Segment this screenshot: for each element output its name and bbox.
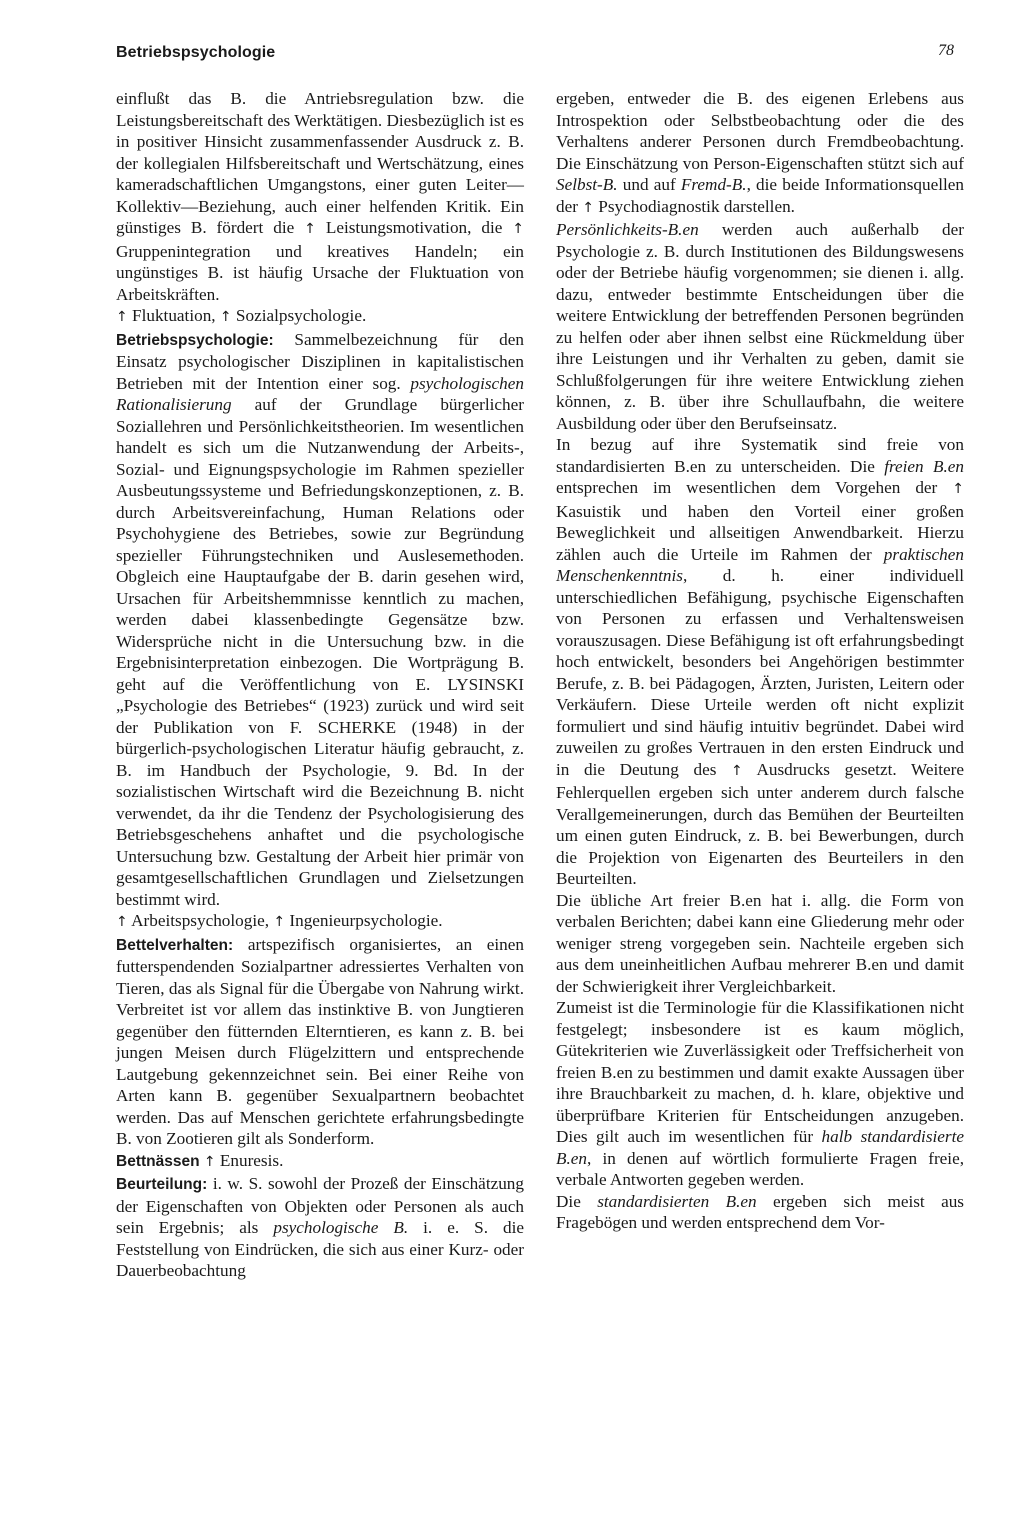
- paragraph: ergeben, entweder die B. des eigenen Erlebens aus Introspektion oder Selbstbeobachtung oder die des Verhaltens anderer Personen durch Fremdbeobachtung. Die Einschätzung von Person-Eigenschaften stützt sich auf Selbst-B. und auf Fremd-B., die beide Informationsquellen der ↑ Psychodiagnostik darstellen.: [556, 89, 964, 216]
- page-number: 78: [938, 42, 954, 59]
- cross-reference: Kasuistik: [556, 501, 621, 521]
- dictionary-entry: Beurteilung: i. w. S. sowohl der Prozeß der Einschätzung der Eigenschaften von Objekten oder Personen als auch sein Ergebnis; als psychologische B. i. e. S. die Feststellung von Eindrücken, die sich aus einer Kurz- oder Dauerbeobachtung: [116, 1174, 524, 1280]
- paragraph: Die standardisierten B.en ergeben sich meist aus Fragebögen und werden entsprechend dem Vor-: [556, 1191, 964, 1232]
- dictionary-entry: [116, 1150, 524, 1174]
- cross-reference: Sozialpsychologie.: [235, 306, 367, 325]
- cross-reference: Enuresis.: [219, 1150, 284, 1170]
- cross-reference: Ausdrucks: [756, 759, 830, 779]
- cross-reference-arrow-icon: ↑: [512, 221, 525, 237]
- cross-reference: Leistungsmotivation: [325, 218, 468, 237]
- paragraph: In bezug auf ihre Systematik sind freie von standardisierten B.en zu unterscheiden. Die freien B.en entsprechen im wesentlichen dem Vorgehen der ↑ Kasuistik und haben den Vorteil einer großen Beweglichkeit und allseitigen Anwendbarkeit. Hierzu zählen auch die Urteile im Rahmen der praktischen Menschenkenntnis, d. h. einer individuell unterschiedlichen Befähigung, psychische Eigenschaften von Personen zu erfassen und Verhaltensweisen vorauszusagen. Diese Befähigung ist oft erfahrungsbedingt hoch entwickelt, besonders bei Angehörigen bestimmter Berufe, z. B. bei Pädagogen, Ärzten, Juristen, Leitern oder Verkäufern. Diese Urteile werden oft nicht explizit formuliert und sind häufig intuitiv begründet. Dabei wird zuweilen zu großes Vertrauen in den ersten Eindruck und in die Deutung des ↑ Ausdrucks gesetzt. Weitere Fehlerquellen ergeben sich unter anderem durch falsche Verallgemeinerungen, durch das Bemühen der Beurteilten um einen guten Eindruck, z. B. bei Bewerbungen, durch die Projektion von Eigenarten des Beurteilers in den Beurteilten.: [556, 435, 964, 888]
- cross-reference-arrow-icon: ↑: [116, 914, 128, 930]
- paragraph: einflußt das B. die Antriebsregulation bzw. die Leistungsbereitschaft des Werktätigen. Diesbezüglich ist es in positiver Hinsicht zusammenfassender Ausdruck z. B. der kollegialen Hilfsbereitschaft und Wertschätzung, eines kameradschaftlichen Umgangstons, einer guten Leiter—Kollektiv—Beziehung, auch einer helfenden Kritik. Ein günstiges B. fördert die ↑ Leistungsmotivation, die ↑ Gruppenintegration und kreatives Handeln; ein ungünstiges B. ist häufig Ursache der Fluktuation von Arbeitskräften.: [116, 89, 525, 304]
- cross-reference: Arbeitspsychologie: [131, 911, 265, 930]
- paragraph: Zumeist ist die Terminologie für die Klassifikationen nicht festgelegt; insbesondere ist es kaum möglich, Gütekriterien wie Zuverlässigkeit oder Treffsicherheit von freien B.en zu bestimmen und damit exakte Aussagen über ihre Brauchbarkeit zu machen, d. h. klare, objektive und überprüfbare Kriterien für Entscheidungen anzugeben. Dies gilt auch im wesentlichen für halb standardisierte B.en, in denen auf wörtlich formulierte Fragen freie, verbale Antworten gegeben werden.: [556, 998, 965, 1189]
- cross-reference-arrow-icon: ↑: [116, 309, 128, 325]
- left-column: [116, 88, 524, 1282]
- paragraph: Die übliche Art freier B.en hat i. allg. die Form von verbalen Berichten; dabei kann eine Gliederung mehr oder weniger streng vorgegeben sein. Nachteile ergeben sich aus dem uneinheitlichen Aufbau mehrerer B.en und damit der Schwierigkeit ihrer Vergleichbarkeit.: [556, 890, 964, 996]
- see-also-line: ↑ Fluktuation, ↑ Sozialpsychologie.: [116, 306, 367, 325]
- right-column: [556, 88, 964, 1234]
- see-also-line: ↑ Arbeitspsychologie, ↑ Ingenieurpsychologie.: [116, 911, 443, 930]
- running-head: Betriebspsychologie: [116, 44, 276, 61]
- entry-lemma: Bettnässen: [116, 1152, 200, 1170]
- cross-reference: Psychodiagnostik: [598, 196, 720, 216]
- cross-reference-arrow-icon: ↑: [952, 481, 964, 497]
- entry-lemma: Bettelverhalten:: [116, 936, 234, 954]
- cross-reference-arrow-icon: ↑: [203, 1153, 216, 1170]
- cross-reference: Fluktuation: [132, 306, 212, 325]
- dictionary-entry: Bettelverhalten: artspezifisch organisiertes, an einen futterspendenden Sozialpartner adressiertes Verhalten von Tieren, das als Signal für die Übergabe von Nahrung wirkt. Verbreitet ist vor allem das instinktive B. von Jungtieren gegenüber den fütternden Elterntieren, es kann z. B. bei jungen Meisen durch Flügelzittern und entsprechende Lautgebung gekennzeichnet sein. Bei einer Reihe von Arten kann B. gegenüber Sexualpartnern beobachtet werden. Das auf Menschen gerichtete erfahrungsbedingte B. von Zootieren gilt als Sonderform.: [116, 934, 524, 1148]
- entry-lemma: Beurteilung:: [116, 1176, 208, 1193]
- cross-reference-arrow-icon: ↑: [304, 221, 316, 237]
- paragraph: Persönlichkeits-B.en werden auch außerhalb der Psychologie z. B. durch Institutionen des Bildungswesens oder der Betriebe häufig vorgenommen; sie dienen i. allg. dazu, entweder bestimmte Entscheidungen über die weitere Entwicklung der betreffenden Personen begründen zu helfen oder aber ihnen selbst eine Rückmeldung über ihre Leistungen und ihr Verhalten zu geben, damit sie Schlußfolgerungen für ihre weitere Entwicklung ziehen können, z. B. über ihre Schullaufbahn, die weitere Ausbildung oder über den Berufseinsatz.: [556, 220, 964, 433]
- cross-reference-arrow-icon: ↑: [219, 309, 232, 325]
- cross-reference: Gruppenintegration: [116, 241, 251, 261]
- cross-reference-arrow-icon: ↑: [731, 762, 743, 779]
- cross-reference: Ingenieurpsychologie.: [289, 911, 443, 930]
- cross-reference-arrow-icon: ↑: [582, 199, 594, 216]
- cross-reference-arrow-icon: ↑: [273, 914, 286, 930]
- entry-lemma: Betriebspsychologie:: [116, 331, 274, 349]
- dictionary-entry: Betriebspsychologie: Sammelbezeichnung für den Einsatz psychologischer Disziplinen in kapitalistischen Betrieben mit der Intention einer sog. psychologischen Rationalisierung auf der Grundlage bürgerlicher Soziallehren und Persönlichkeitstheorien. Im wesentlichen handelt es sich um die Nutzanwendung der Arbeits-, Sozial- und Eignungspsychologie im Rahmen spezieller Ausbeutungssysteme und Befriedungskonzeptionen, z. B. durch Arbeitsvereinfachung, Human Relations oder Psychohygiene des Betriebes, sowie zur Begründung spezieller Führungstechniken und Auslesemethoden. Obgleich eine Hauptaufgabe der B. darin gesehen wird, Ursachen für Arbeitshemmnisse kenntlich zu machen, werden dabei klassenbedingte Gegensätze bzw. Widersprüche nicht in die Untersuchung bzw. in die Ergebnisinterpretation einbezogen. Die Wortprägung B. geht auf die Veröffentlichung von E. LYSINSKI „Psychologie des Betriebes“ (1923) zurück und wird seit der Publikation von F. SCHERKE (1948) in der bürgerlich-psychologischen Literatur häufig gebraucht, z. B. im Handbuch der Psychologie, 9. Bd. In der sozialistischen Wirtschaft wird die Bezeichnung B. nicht verwendet, da ihr die Tendenz der Psychologisierung des Betriebsgeschehens anhaftet und die psychologische Untersuchung bzw. Gestaltung der Arbeit hier primär von gesamtgesellschaftlichen Grundlagen und Zielsetzungen bestimmt wird.: [116, 329, 524, 909]
